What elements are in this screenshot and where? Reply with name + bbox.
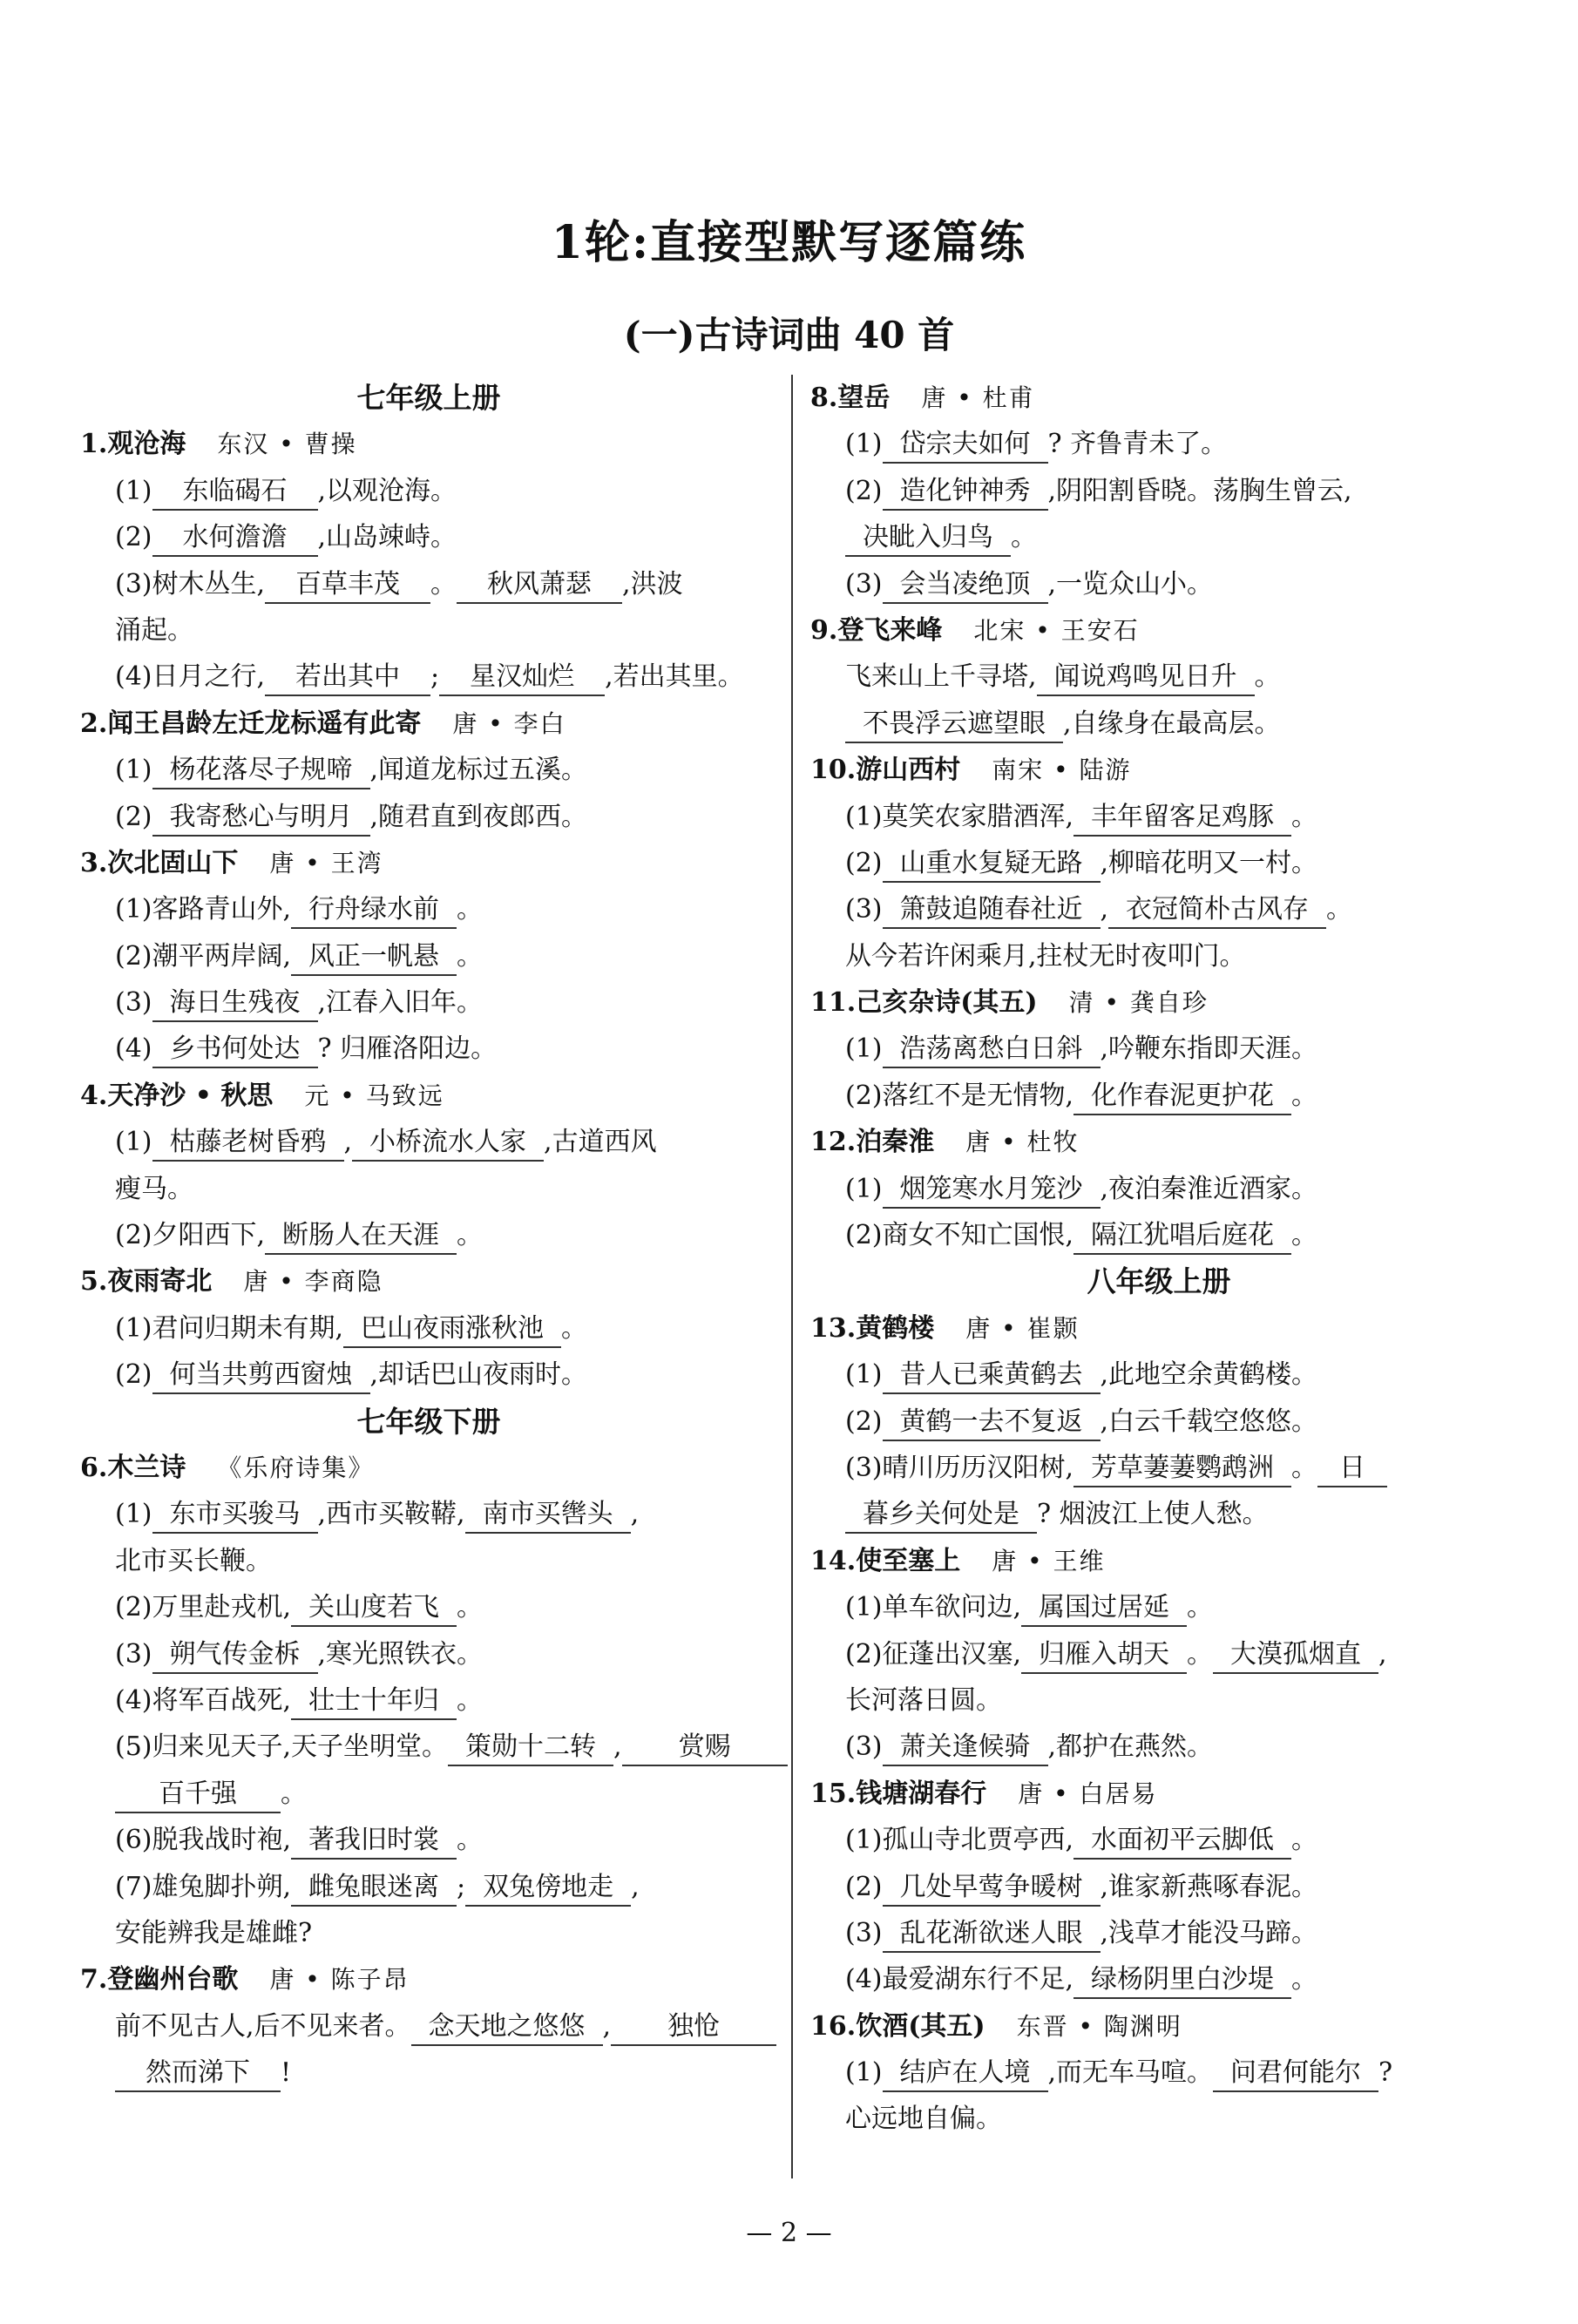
poem-title: 登幽州台歌 [107,1964,239,1995]
poem-heading [80,421,777,467]
text: 。 [457,1220,484,1251]
text: (1) [845,2057,883,2089]
question-line [810,1352,1507,1398]
poem-author: 唐 • 王湾 [269,848,383,877]
poem-author: 唐 • 杜牧 [965,1128,1080,1157]
question-line [80,1491,777,1537]
question-line [810,2096,1507,2142]
answer-blank: 大漠孤烟直 [1213,1637,1378,1674]
answer-blank: 独怆 [611,2009,776,2046]
poem-number: 15. [810,1778,857,1809]
text: (1)孤山寺北贾亭西, [845,1825,1074,1856]
text: ,一览众山小。 [1047,568,1214,600]
text: 飞来山上千寻塔, [845,661,1037,693]
text: , [613,1731,622,1763]
question-line [810,1399,1507,1445]
text: (3) [845,1731,883,1763]
question-line [80,747,777,793]
text: (1) [845,1173,883,1204]
answer-blank: 山重水复疑无路 [883,846,1101,883]
text: (4) [115,1033,152,1065]
answer-blank: 会当凌绝顶 [883,567,1048,604]
text: 。 [1326,894,1353,925]
question-line [810,933,1507,979]
text: (2) [845,1871,883,1902]
poem-author: 唐 • 陈子昂 [269,1965,410,1995]
text: (3) [115,1638,152,1670]
poem-title: 夜雨寄北 [107,1266,213,1298]
text: 。 [1187,1592,1214,1623]
text: ? 烟波江上使人愁。 [1037,1499,1269,1530]
text: ; [430,661,440,693]
answer-blank: 小桥流水人家 [352,1125,544,1162]
answer-blank: 百千强 [115,1777,281,1813]
text: 。 [1291,1964,1318,1995]
text: ,夜泊秦淮近酒家。 [1100,1173,1318,1204]
text: (1) [115,1499,152,1530]
text: (1)莫笑农家腊酒浑, [845,801,1074,832]
right-column [810,375,1507,2143]
text: ,洪波 [622,568,683,600]
answer-blank: 结庐在人境 [883,2056,1048,2092]
poem-number: 4. [80,1080,108,1111]
poem-heading [80,1956,777,2002]
poem-author: 北宋 • 王安石 [973,615,1140,645]
text: 。 [457,1592,484,1623]
text: 。 [281,1778,307,1809]
text: 从今若许闲乘月,拄杖无时夜叩门。 [845,940,1246,972]
question-line [80,2050,777,2096]
text: (3) [845,1917,883,1948]
text: 心远地自偏。 [845,2104,1002,2135]
text: (2) [115,1359,152,1391]
question-line [80,514,777,560]
text: ,寒光照铁衣。 [317,1638,484,1670]
text: ? 归雁洛阳边。 [317,1033,498,1065]
answer-blank: 何当共剪西窗烛 [152,1358,370,1394]
question-line [810,794,1507,840]
text: ,此地空余黄鹤楼。 [1100,1359,1318,1391]
text: (7)雄兔脚扑朔, [115,1871,292,1902]
text: , [343,1127,353,1158]
question-line [810,886,1507,932]
text: , [1100,894,1109,925]
answer-blank: 芳草萋萋鹦鹉洲 [1073,1451,1291,1487]
poem-number: 14. [810,1545,857,1576]
poem-title: 闻王昌龄左迁龙标遥有此寄 [107,708,422,739]
text: , [630,1499,640,1530]
poem-title: 饮酒(其五) [856,2010,985,2042]
text: ,却话巴山夜雨时。 [369,1359,588,1391]
answer-blank: 造化钟神秀 [883,474,1048,511]
text: (1) [115,755,152,786]
poem-number: 1. [80,429,108,460]
poem-number: 2. [80,708,108,739]
text: ; [457,1871,466,1902]
text: 。 [457,1684,484,1716]
answer-blank: 归雁入胡天 [1021,1637,1187,1674]
text: ,白云千载空悠悠。 [1100,1406,1318,1437]
text: ,闻道龙标过五溪。 [369,755,588,786]
text: 。 [1291,1452,1318,1483]
question-line [810,1631,1507,1677]
poem-heading [80,840,777,886]
left-column [80,375,777,2096]
poem-title: 钱塘湖春行 [856,1778,987,1809]
answer-blank: 然而涕下 [115,2056,281,2092]
text: 北市买长鞭。 [115,1545,272,1576]
text: ,都护在燕然。 [1047,1731,1214,1763]
text: ,浅草才能没马蹄。 [1100,1917,1318,1948]
answer-blank: 朔气传金柝 [152,1637,318,1674]
text: (1) [845,1359,883,1391]
text: (2) [115,801,152,832]
poem-number: 13. [810,1312,857,1344]
question-line [80,1212,777,1258]
answer-blank: 风正一帆悬 [291,939,457,976]
text: 。 [1291,1220,1318,1251]
answer-blank: 东临碣石 [152,474,318,511]
poem-title: 观沧海 [107,429,186,460]
text: ,而无车马喧。 [1047,2057,1214,2089]
question-line [810,561,1507,607]
poem-title: 己亥杂诗(其五) [856,987,1038,1019]
answer-blank: 水何澹澹 [152,520,318,557]
text: 。 [1011,522,1037,553]
question-line [80,933,777,979]
question-line [80,1817,777,1863]
answer-blank: 几处早莺争暖树 [883,1870,1101,1907]
poem-heading [810,1771,1507,1817]
text: (2)落红不是无情物, [845,1080,1074,1111]
answer-blank: 枯藤老树昏鸦 [152,1125,344,1162]
poem-title: 登飞来峰 [837,614,943,646]
text: ? [1378,2057,1393,2089]
text: 。 [561,1312,588,1344]
text: (1) [845,1033,883,1065]
text: ,以观沧海。 [317,475,457,506]
text: ,柳暗花明又一村。 [1100,847,1318,878]
poem-author: 唐 • 崔颢 [965,1313,1080,1343]
poem-author: 南宋 • 陆游 [992,755,1132,785]
answer-blank: 丰年留客足鸡豚 [1073,800,1291,837]
text: (1)单车欲问边, [845,1592,1022,1623]
answer-blank: 海日生残夜 [152,986,318,1022]
answer-blank: 黄鹤一去不复返 [883,1405,1101,1441]
poem-number: 11. [810,987,857,1019]
answer-blank: 衣冠简朴古风存 [1108,892,1326,929]
question-line [80,1910,777,1956]
text: ,江春入旧年。 [317,987,484,1019]
poem-author: 《乐府诗集》 [217,1453,375,1482]
text: ? 齐鲁青未了。 [1047,429,1228,460]
answer-blank: 昔人已乘黄鹤去 [883,1358,1101,1394]
question-line [810,421,1507,467]
grade-heading: 七年级下册 [356,1404,501,1439]
poem-title: 天净沙 • 秋思 [107,1080,274,1111]
poem-title: 泊秦淮 [856,1127,935,1158]
poem-author: 唐 • 王维 [992,1546,1106,1575]
text: (2) [845,847,883,878]
poem-heading [80,1073,777,1119]
question-line [80,1724,777,1770]
grade-heading: 八年级上册 [1087,1264,1231,1299]
question-line [80,2003,777,2050]
question-line [810,1584,1507,1630]
text: (1) [845,429,883,460]
text: ,随君直到夜郎西。 [369,801,588,832]
poem-number: 12. [810,1127,857,1158]
answer-blank: 杨花落尽子规啼 [152,753,370,789]
text: , [602,2010,612,2042]
answer-blank: 策勋十二转 [448,1730,613,1766]
text: (2)万里赴戎机, [115,1592,292,1623]
page-number: — 2 — [746,2218,832,2248]
question-line [80,1584,777,1630]
question-line [810,1212,1507,1258]
poem-heading [810,1119,1507,1165]
question-line [810,1026,1507,1072]
answer-blank: 日 [1317,1451,1387,1487]
question-line [80,1305,777,1352]
text: ! [281,2057,292,2089]
text: ,自缘身在最高层。 [1063,708,1281,739]
text: 长河落日圆。 [845,1684,1002,1716]
text: 。 [1254,661,1281,693]
text: 安能辨我是雄雌? [115,1917,313,1948]
question-line [80,1631,777,1677]
text: (1) [115,1127,152,1158]
answer-blank: 箫鼓追随春社近 [883,892,1101,929]
answer-blank: 巴山夜雨涨秋池 [343,1311,561,1348]
text: 前不见古人,后不见来者。 [115,2010,411,2042]
poem-author: 唐 • 杜甫 [921,383,1035,412]
text: (3)树木丛生, [115,568,266,600]
text: (2)征蓬出汉塞, [845,1638,1022,1670]
text: ,古道西风 [544,1127,657,1158]
text: 。 [1291,801,1318,832]
text: ,谁家新燕啄春泥。 [1100,1871,1318,1902]
answer-blank: 念天地之悠悠 [411,2009,603,2046]
poem-number: 16. [810,2010,857,2042]
answer-blank: 属国过居延 [1021,1590,1187,1627]
answer-blank: 百草丰茂 [265,567,430,604]
answer-blank: 问君何能尔 [1213,2056,1378,2092]
question-line [80,1771,777,1817]
text: (2) [845,1406,883,1437]
answer-blank: 双兔傍地走 [465,1870,631,1907]
answer-blank: 绿杨阴里白沙堤 [1073,1962,1291,1999]
poem-number: 5. [80,1266,108,1298]
answer-blank: 赏赐 [622,1730,788,1766]
answer-blank: 化作春泥更护花 [1073,1079,1291,1115]
answer-blank: 决眦入归鸟 [845,520,1011,557]
text: ,山岛竦峙。 [317,522,457,553]
text: (4)日月之行, [115,661,266,693]
question-line [810,1491,1507,1537]
poem-heading [810,375,1507,421]
text: (4)最爱湖东行不足, [845,1964,1074,1995]
answer-blank: 星汉灿烂 [439,660,605,696]
section-subtitle: (一)古诗词曲 40 首 [623,314,955,356]
text: , [1378,1638,1387,1670]
question-line [80,654,777,700]
text: (1)客路青山外, [115,894,292,925]
text: 。 [457,940,484,972]
question-line [810,514,1507,560]
question-line [80,1677,777,1724]
text: (2)商女不知亡国恨, [845,1220,1074,1251]
question-line [80,794,777,840]
question-line [80,886,777,932]
question-line [810,701,1507,747]
text: ,阴阳割昏晓。荡胸生曾云, [1047,475,1352,506]
poem-author: 唐 • 白居易 [1018,1779,1158,1808]
answer-blank: 行舟绿水前 [291,892,457,929]
poem-number: 3. [80,847,108,878]
poem-heading [810,607,1507,654]
answer-blank: 关山度若飞 [291,1590,457,1627]
poem-author: 清 • 龚自珍 [1068,988,1209,1018]
poem-title: 木兰诗 [107,1452,186,1483]
text: 。 [1291,1825,1318,1856]
question-line [80,561,777,607]
text: ,若出其里。 [605,661,744,693]
question-line [80,979,777,1026]
question-line [810,1864,1507,1910]
question-line [810,1956,1507,2002]
poem-number: 8. [810,383,838,413]
poem-title: 使至塞上 [856,1545,961,1576]
answer-blank: 暮乡关何处是 [845,1497,1037,1534]
question-line [810,1445,1507,1491]
poem-heading [80,1445,777,1491]
answer-blank: 若出其中 [265,660,430,696]
question-line [810,1910,1507,1956]
text: ,西市买鞍鞯, [317,1499,465,1530]
answer-blank: 雌兔眼迷离 [291,1870,457,1907]
text: (2) [845,475,883,506]
question-line [80,1864,777,1910]
text: (3) [845,894,883,925]
text: (1)君问归期未有期, [115,1312,344,1344]
poem-author: 元 • 马致远 [304,1081,444,1110]
text: (5)归来见天子,天子坐明堂。 [115,1731,449,1763]
column-divider [791,375,793,2178]
text: 。 [1291,1080,1318,1111]
poem-author: 唐 • 李商隐 [243,1267,383,1297]
answer-blank: 浩荡离愁白日斜 [883,1032,1101,1068]
poem-number: 10. [810,755,857,786]
text: (3)晴川历历汉阳树, [845,1452,1074,1483]
answer-blank: 闻说鸡鸣见日升 [1037,660,1255,696]
answer-blank: 壮士十年归 [291,1684,457,1720]
text: (2)潮平两岸阔, [115,940,292,972]
question-line [80,1166,777,1212]
question-line [810,1677,1507,1724]
text: (3) [845,568,883,600]
answer-blank: 萧关逢候骑 [883,1730,1048,1766]
answer-blank: 烟笼寒水月笼沙 [883,1172,1101,1209]
question-line [810,840,1507,886]
answer-blank: 隔江犹唱后庭花 [1073,1218,1291,1255]
question-line [810,1166,1507,1212]
answer-blank: 东市买骏马 [152,1497,318,1534]
poem-author: 东汉 • 曹操 [217,430,357,459]
answer-blank: 我寄愁心与明月 [152,800,370,837]
answer-blank: 乡书何处达 [152,1032,318,1068]
text: (2)夕阳西下, [115,1220,266,1251]
question-line [810,2050,1507,2096]
text: , [631,1871,640,1902]
text: (1) [115,475,152,506]
answer-blank: 不畏浮云遮望眼 [845,707,1063,743]
poem-heading [80,701,777,747]
answer-blank: 断肠人在天涯 [265,1218,457,1255]
poem-heading [810,2003,1507,2050]
poem-number: 9. [810,614,838,646]
page-title: 1轮:直接型默写逐篇练 [551,216,1027,269]
grade-heading: 七年级上册 [356,381,501,415]
text: 涌起。 [115,614,193,646]
text: 。 [457,894,484,925]
answer-blank: 著我旧时裳 [291,1823,457,1860]
text: (4)将军百战死, [115,1684,292,1716]
text: (2) [115,522,152,553]
answer-blank: 秋风萧瑟 [457,567,622,604]
answer-blank: 岱宗夫如何 [883,427,1048,464]
poem-heading [80,1258,777,1304]
text: 。 [457,1825,484,1856]
text: 。 [1187,1638,1214,1670]
text: (3) [115,987,152,1019]
question-line [80,468,777,514]
poem-heading [810,1538,1507,1584]
poem-title: 望岳 [837,383,891,413]
poem-heading [810,747,1507,793]
text: ,吟鞭东指即天涯。 [1100,1033,1318,1065]
poem-author: 唐 • 李白 [452,708,566,738]
question-line [80,607,777,654]
text: (6)脱我战时袍, [115,1825,292,1856]
question-line [80,1026,777,1072]
question-line [810,1073,1507,1119]
poem-number: 6. [80,1452,108,1483]
poem-heading [810,979,1507,1026]
question-line [810,654,1507,700]
poem-author: 东晋 • 陶渊明 [1016,2011,1182,2041]
question-line [810,468,1507,514]
poem-title: 游山西村 [856,755,961,786]
answer-blank: 乱花渐欲迷人眼 [883,1916,1101,1953]
answer-blank: 南市买辔头 [465,1497,631,1534]
question-line [810,1817,1507,1863]
poem-heading [810,1305,1507,1352]
poem-title: 黄鹤楼 [856,1312,935,1344]
poem-number: 7. [80,1964,108,1995]
answer-blank: 水面初平云脚低 [1073,1823,1291,1860]
question-line [80,1352,777,1398]
question-line [810,1724,1507,1770]
question-line [80,1538,777,1584]
text: 瘦马。 [115,1173,193,1204]
poem-title: 次北固山下 [107,847,239,878]
text: 。 [430,568,457,600]
question-line [80,1119,777,1165]
